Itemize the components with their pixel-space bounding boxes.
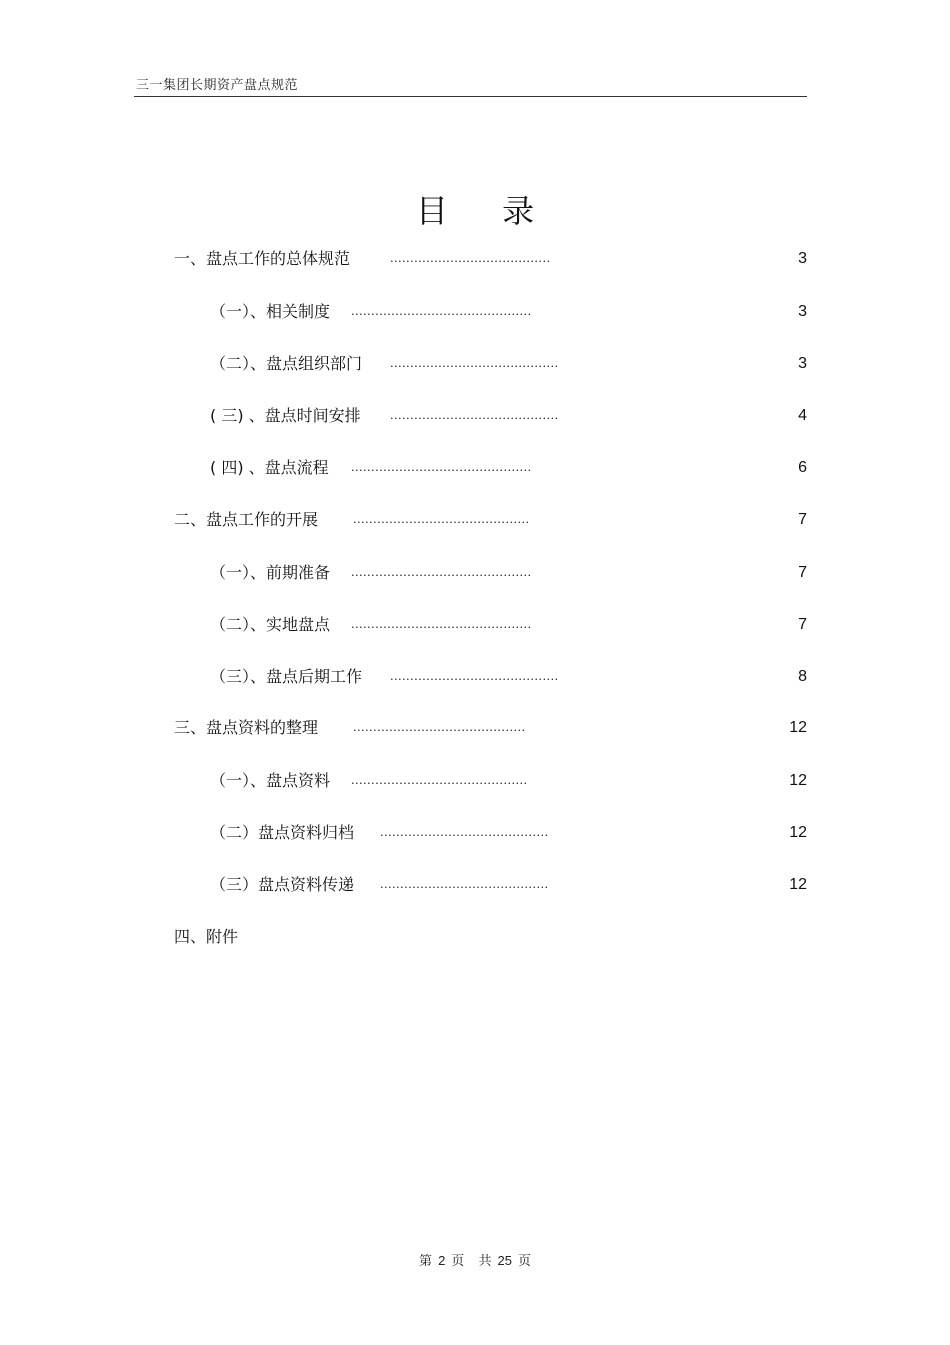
toc-entry-leader: .......................................... (380, 824, 549, 839)
footer-page-word: 页 (451, 1254, 465, 1269)
toc-entry-leader: .......................................... (390, 355, 559, 370)
toc-entry-page: 6 (798, 459, 807, 476)
document-header-title: 三一集团长期资产盘点规范 (136, 78, 299, 93)
toc-entry-label: （一）、前期准备 (210, 563, 331, 582)
toc-entry-section-4[interactable] (174, 924, 814, 950)
toc-entry-label: 三、盘点资料的整理 (174, 718, 319, 737)
toc-entry-section-2-3[interactable] (210, 664, 814, 690)
toc-entry-label: （二）、实地盘点 (210, 615, 331, 634)
toc-entry-page: 12 (789, 719, 807, 736)
toc-entry-leader: .......................................... (390, 668, 559, 683)
toc-entry-leader: ............................................. (351, 303, 532, 318)
toc-entry-label: （三）、盘点后期工作 (210, 667, 363, 686)
toc-entry-label: （一）、盘点资料 (210, 771, 331, 790)
toc-entry-page: 12 (789, 824, 807, 841)
toc-entry-page: 3 (798, 250, 807, 267)
toc-entry-page: 7 (798, 616, 807, 633)
toc-entry-page: 7 (798, 511, 807, 528)
toc-entry-page: 4 (798, 407, 807, 424)
toc-entry-leader: .......................................... (380, 876, 549, 891)
toc-entry-section-1-3[interactable] (210, 403, 814, 429)
toc-entry-section-3-2[interactable] (210, 820, 814, 846)
toc-entry-label: 一、盘点工作的总体规范 (174, 249, 351, 268)
toc-title: 目 录 (415, 192, 557, 230)
toc-entry-section-1-4[interactable] (210, 455, 814, 481)
toc-entry-label: 二、盘点工作的开展 (174, 510, 319, 529)
toc-entry-label: （三）盘点资料传递 (210, 875, 355, 894)
toc-entry-label: ( 三) 、盘点时间安排 (210, 406, 361, 425)
toc-entry-leader: ............................................ (351, 772, 528, 787)
toc-entry-label: ( 四) 、盘点流程 (210, 458, 329, 477)
toc-entry-section-1-2[interactable] (210, 351, 814, 377)
toc-entry-label: 四、附件 (174, 927, 239, 946)
toc-entry-section-2-2[interactable] (210, 612, 814, 638)
toc-entry-section-1-1[interactable] (210, 299, 814, 325)
footer-current-page: 2 (438, 1253, 446, 1268)
toc-entry-section-3[interactable] (174, 715, 814, 741)
toc-entry-leader: .......................................... (390, 407, 559, 422)
footer-total-suffix: 页 (517, 1254, 531, 1269)
footer-prefix: 第 (419, 1254, 433, 1269)
toc-entry-label: （二）盘点资料归档 (210, 823, 355, 842)
toc-entry-leader: ............................................ (353, 511, 530, 526)
toc-entry-page: 7 (798, 564, 807, 581)
toc-entry-page: 12 (789, 772, 807, 789)
toc-entry-label: （二）、盘点组织部门 (210, 354, 363, 373)
toc-entry-leader: ............................................. (351, 459, 532, 474)
toc-entry-section-3-1[interactable] (210, 768, 814, 794)
toc-entry-section-2[interactable] (174, 507, 814, 533)
footer-total-prefix: 共 (478, 1254, 492, 1269)
toc-entry-section-3-3[interactable] (210, 872, 814, 898)
page-footer (0, 1250, 950, 1269)
toc-entry-section-1[interactable] (174, 246, 814, 272)
toc-entry-section-2-1[interactable] (210, 560, 814, 586)
toc-entry-leader: ............................................. (351, 616, 532, 631)
toc-entry-page: 3 (798, 303, 807, 320)
toc-entry-page: 3 (798, 355, 807, 372)
toc-entry-leader: ............................................. (351, 564, 532, 579)
toc-entry-page: 12 (789, 876, 807, 893)
toc-entry-leader: ........................................ (390, 250, 551, 265)
toc-entry-page: 8 (798, 668, 807, 685)
toc-entry-label: （一）、相关制度 (210, 302, 331, 321)
toc-entry-leader: ........................................... (353, 719, 526, 734)
footer-total-pages: 25 (497, 1253, 512, 1268)
